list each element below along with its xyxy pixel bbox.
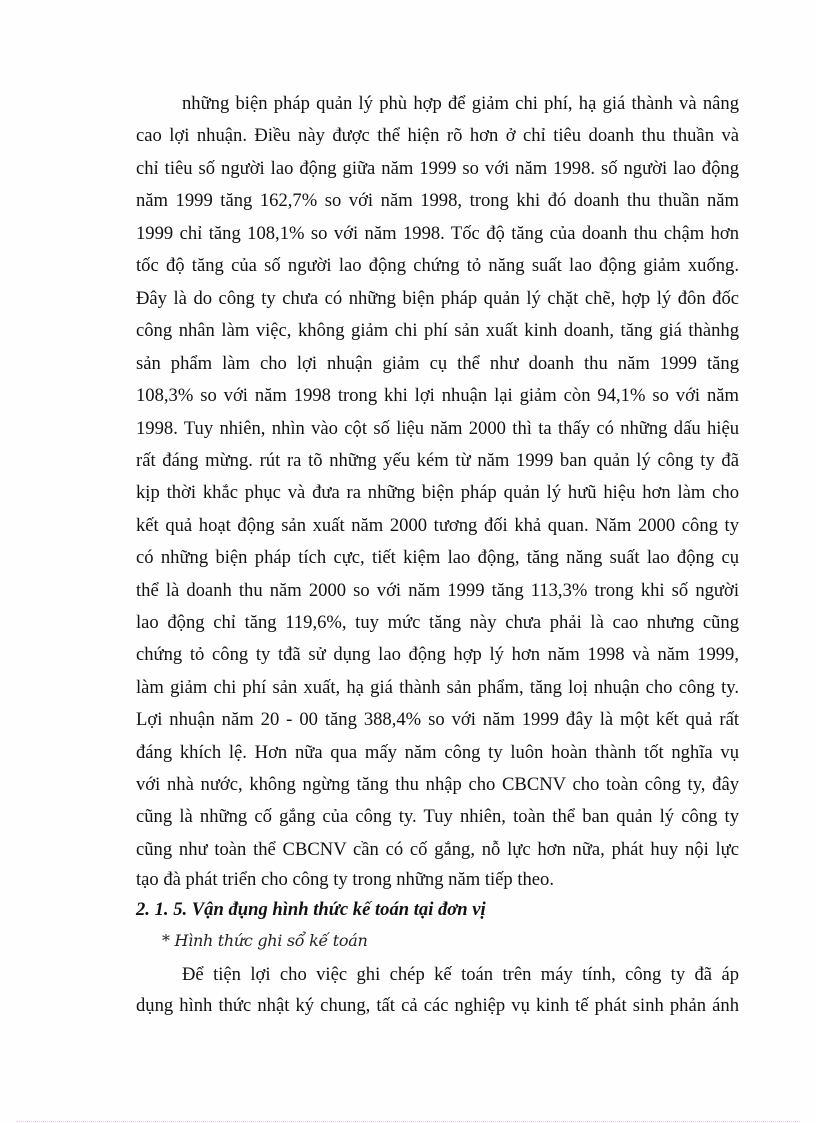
- subsection-heading: * Hình thức ghi sổ kế toán: [162, 931, 368, 950]
- text-line: làm giảm chi phí sản xuất, hạ giá thành sản phẩm, tăng loị nhuận cho công ty.: [136, 677, 739, 698]
- text-line: với nhà nước, không ngừng tăng thu nhập cho CBCNV cho toàn công ty, đây: [136, 774, 739, 795]
- text-line: Đây là do công ty chưa có những biện pháp quản lý chặt chẽ, hợp lý đôn đốc: [136, 288, 739, 309]
- text-line: sản phẩm làm cho lợi nhuận giảm cụ thể như doanh thu năm 1999 tăng: [136, 353, 739, 374]
- text-line: có những biện pháp tích cực, tiết kiệm lao động, tăng năng suất lao động cụ: [136, 547, 739, 568]
- text-line: chỉ tiêu số người lao động giữa năm 1999 so với năm 1998. số người lao động: [136, 158, 739, 179]
- text-line: cũng là những cố gắng của công ty. Tuy nhiên, toàn thể ban quản lý công ty: [136, 806, 739, 827]
- text-line: lao động chỉ tăng 119,6%, tuy mức tăng này chưa phải là cao nhưng cũng: [136, 612, 739, 633]
- text-line: 1999 chỉ tăng 108,1% so với năm 1998. Tốc độ tăng của doanh thu chậm hơn: [136, 223, 739, 244]
- text-line: đáng khích lệ. Hơn nữa qua mấy năm công ty luôn hoàn thành tốt nghĩa vụ: [136, 742, 739, 763]
- text-line: chứng tỏ công ty tđã sử dụng lao động hợp lý hơn năm 1998 và năm 1999,: [136, 644, 739, 665]
- text-line: 1998. Tuy nhiên, nhìn vào cột số liệu năm 2000 thì ta thấy có những dấu hiệu: [136, 418, 739, 439]
- text-line: năm 1999 tăng 162,7% so với năm 1998, trong khi đó doanh thu thuần năm: [136, 190, 739, 211]
- text-line: những biện pháp quản lý phù hợp để giảm chi phí, hạ giá thành và nâng: [182, 93, 739, 114]
- text-line: tốc độ tăng của số người lao động chứng tỏ năng suất lao động giảm xuống.: [136, 255, 739, 276]
- text-line: rất đáng mừng. rút ra tõ những yếu kém từ năm 1999 ban quản lý công ty đã: [136, 450, 739, 471]
- text-line: công nhân làm việc, không giảm chi phí sản xuất kinh doanh, tăng giá thànhg: [136, 320, 739, 341]
- text-line: Lợi nhuận năm 20 - 00 tăng 388,4% so với năm 1999 đây là một kết quả rất: [136, 709, 739, 730]
- text-line: Để tiện lợi cho việc ghi chép kế toán trên máy tính, công ty đã áp: [182, 964, 739, 985]
- text-line: kịp thời khắc phục và đưa ra những biện pháp quản lý hưũ hiệu hơn làm cho: [136, 482, 739, 503]
- text-line: tạo đà phát triển cho công ty trong những năm tiếp theo.: [136, 869, 555, 890]
- page-boundary-divider: [16, 1121, 800, 1122]
- text-line: 108,3% so với năm 1998 trong khi lợi nhuận lại giảm còn 94,1% so với năm: [136, 385, 739, 406]
- section-heading: 2. 1. 5. Vận đụng hình thức kế toán tại đơn vị: [136, 899, 486, 920]
- text-line: kết quả hoạt động sản xuất năm 2000 tương đối khả quan. Năm 2000 công ty: [136, 515, 739, 536]
- text-line: thể là doanh thu năm 2000 so với năm 1999 tăng 113,3% trong khi số người: [136, 580, 739, 601]
- text-line: cao lợi nhuận. Điều này được thể hiện rõ hơn ở chỉ tiêu doanh thu thuần và: [136, 125, 739, 146]
- text-line: cũng như toàn thể CBCNV cần có cố gắng, nỗ lực hơn nữa, phát huy nội lực: [136, 839, 739, 860]
- text-line: dụng hình thức nhật ký chung, tất cả các nghiệp vụ kinh tế phát sinh phản ánh: [136, 995, 739, 1016]
